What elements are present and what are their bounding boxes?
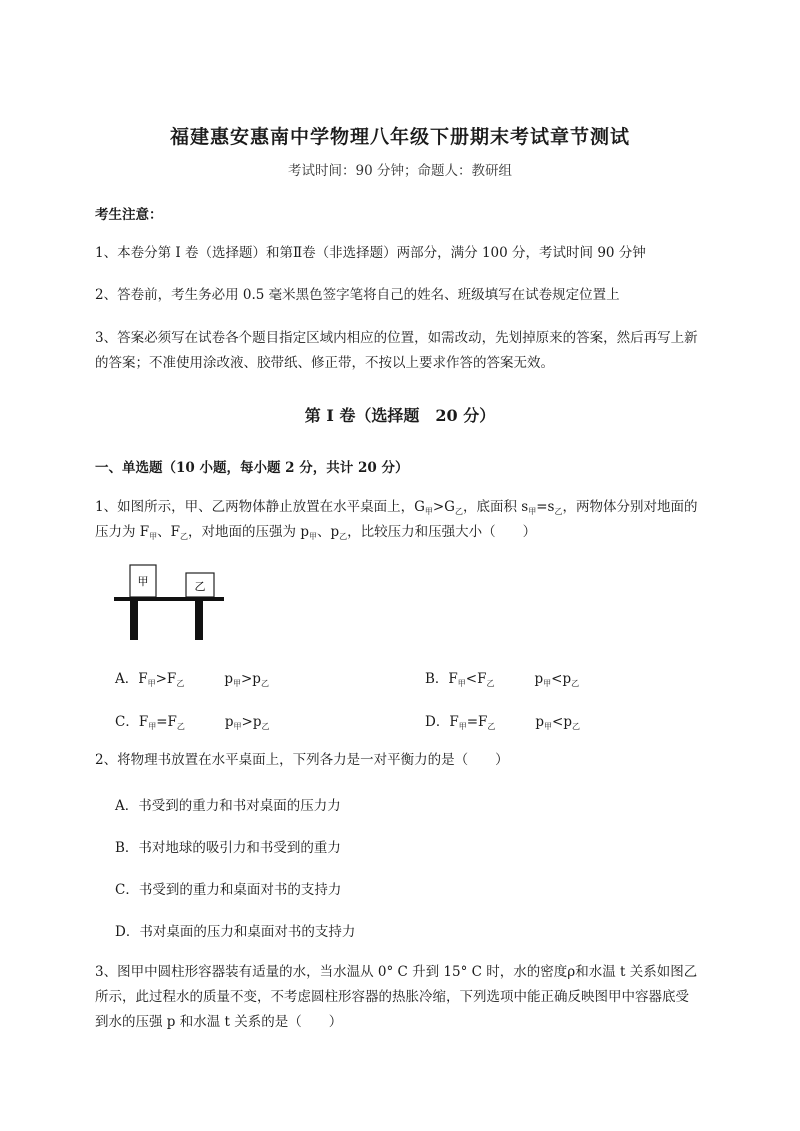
notice-item-3-cont: 的答案；不准使用涂改液、胶带纸、修正带，不按以上要求作答的答案无效。 xyxy=(95,355,554,371)
table-leg-left xyxy=(130,601,138,640)
table-leg-right xyxy=(195,601,203,640)
q2-option-d[interactable]: D．书对桌面的压力和桌面对书的支持力 xyxy=(115,924,356,940)
exam-title: 福建惠安惠南中学物理八年级下册期末考试章节测试 xyxy=(169,126,630,148)
table-top xyxy=(114,597,224,601)
q1-stem-line1: 1、如图所示，甲、乙两物体静止放置在水平桌面上，$G_甲>G_乙$，底面积 $s_甲=s_乙$，两物体分别对地面的 xyxy=(95,499,698,516)
part-heading: 一、单选题（10 小题，每小题 2 分，共计 20 分） xyxy=(95,460,409,476)
q2-option-c[interactable]: C．书受到的重力和桌面对书的支持力 xyxy=(115,882,342,898)
exam-subtitle: 考试时间：90 分钟；命题人：教研组 xyxy=(288,163,512,179)
q3-stem-line1: 3、图甲中圆柱形容器装有适量的水，当水温从 0° C 升到 15° C 时，水的密度ρ和水温 t 关系如图乙 xyxy=(95,964,698,980)
block-jia-label: 甲 xyxy=(137,575,149,588)
q1-option-a[interactable]: A．$F_甲>F_乙$ $p_甲>p_乙$ xyxy=(115,671,269,688)
notice-item-1: 1、本卷分第 I 卷（选择题）和第Ⅱ卷（非选择题）两部分，满分 100 分，考试时间 90 分钟 xyxy=(95,245,646,261)
q2-option-a[interactable]: A．书受到的重力和书对桌面的压力力 xyxy=(115,798,341,814)
notice-heading: 考生注意： xyxy=(95,207,163,223)
section-title: 第 I 卷（选择题 20 分） xyxy=(304,406,496,425)
notice-item-2: 2、答卷前，考生务必用 0.5 毫米黑色签字笔将自己的姓名、班级填写在试卷规定位置上 xyxy=(95,287,620,303)
block-yi-label: 乙 xyxy=(194,580,206,593)
q1-option-c[interactable]: C．$F_甲=F_乙$ $p_甲>p_乙$ xyxy=(115,714,270,731)
q1-option-d[interactable]: D．$F_甲=F_乙$ $p_甲<p_乙$ xyxy=(425,714,581,731)
q1-stem-line2: 压力为 $F_甲$、$F_乙$，对地面的压强为 $p_甲$、$p_乙$，比较压力和压强大小（ ） xyxy=(95,524,537,541)
q3-stem-line3: 到水的压强 p 和水温 t 关系的是（ ） xyxy=(95,1014,343,1030)
q1-figure-table xyxy=(112,562,227,644)
q1-option-b[interactable]: B．$F_甲<F_乙$ $p_甲<p_乙$ xyxy=(425,671,580,688)
q2-option-b[interactable]: B．书对地球的吸引力和书受到的重力 xyxy=(115,840,341,856)
q3-stem-line2: 所示，此过程水的质量不变，不考虑圆柱形容器的热胀冷缩，下列选项中能正确反映图甲中容器底受 xyxy=(95,989,689,1005)
notice-item-3: 3、答案必须写在试卷各个题目指定区域内相应的位置，如需改动，先划掉原来的答案，然后再写上新 xyxy=(95,330,698,346)
q2-stem: 2、将物理书放置在水平桌面上，下列各力是一对平衡力的是（ ） xyxy=(95,752,509,768)
